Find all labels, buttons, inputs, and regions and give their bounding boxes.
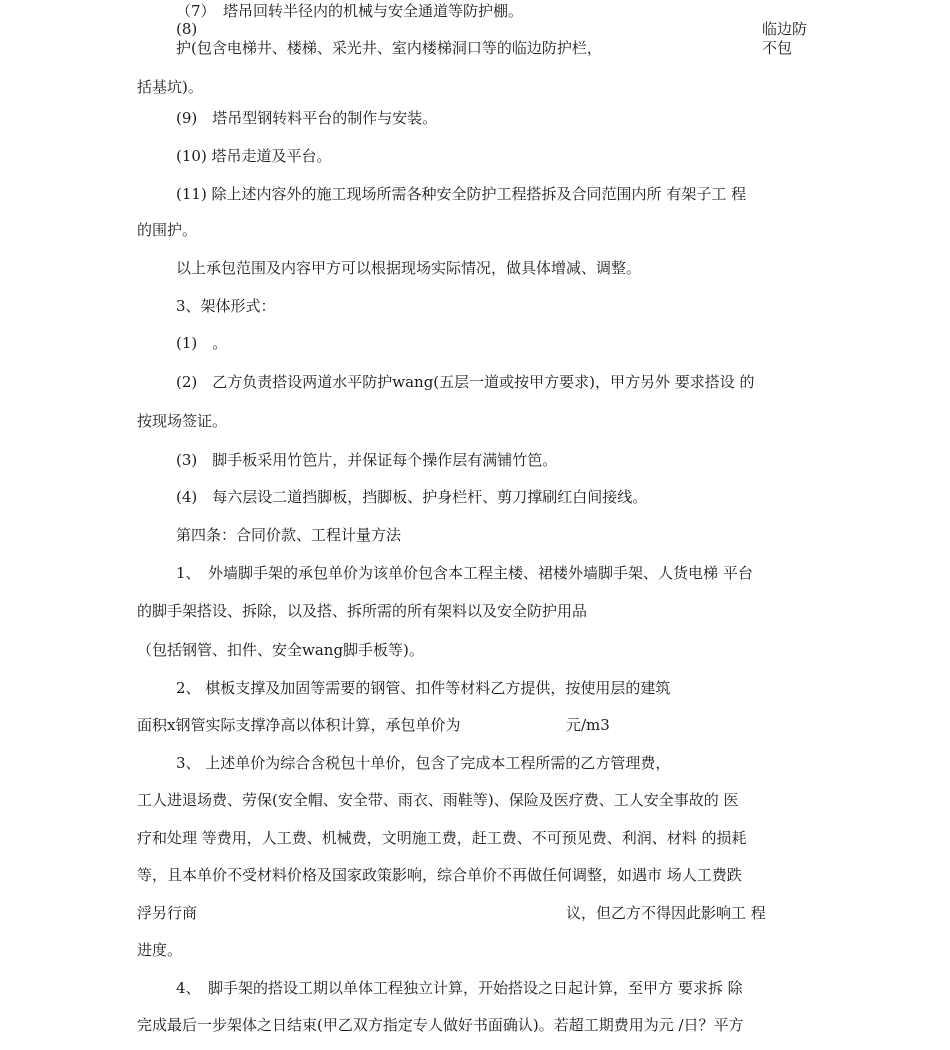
text-line: 疗和处理 等费用，人工费、机械费，文明施工费，赶工费、不可预见费、利润、材料 的损耗 [137,829,747,847]
text-line: 护(包含电梯井、楼梯、采光井、室内楼梯洞口等的临边防护栏， [176,39,602,57]
text-line: (3) 脚手板采用竹笆片，并保证每个操作层有满铺竹笆。 [176,451,558,469]
text-line: 临边防 [762,20,808,38]
text-line: 1、 外墙脚手架的承包单价为该单价包含本工程主楼、裙楼外墙脚手架、人货电梯 平台 [176,564,753,582]
text-line: （包括钢管、扣件、安全wang脚手板等)。 [137,641,424,659]
text-line: 不包 [762,39,793,57]
text-line: (10) 塔吊走道及平台。 [176,147,332,165]
text-line: (8) [176,20,198,38]
text-line: 工人进退场费、劳保(安全帽、安全带、雨衣、雨鞋等)、保险及医疗费、工人安全事故的 医 [137,791,739,809]
text-line: 等，且本单价不受材料价格及国家政策影响，综合单价不再做任何调整，如遇市 场人工费跌 [137,866,742,884]
text-line: 面积x钢管实际支撑净高以体积计算，承包单价为 [137,716,461,734]
text-line: 3、 上述单价为综合含税包十单价，包含了完成本工程所需的乙方管理费， [176,754,671,772]
text-line: (9) 塔吊型钢转料平台的制作与安装。 [176,109,438,127]
text-line: (2) 乙方负责搭设两道水平防护wang(五层一道或按甲方要求)，甲方另外 要求搭设 的 [176,373,755,391]
text-line: 3、架体形式： [176,297,276,315]
text-line: (4) 每六层设二道挡脚板，挡脚板、护身栏杆、剪刀撑刷红白间接线。 [176,488,648,506]
text-line: （7） 塔吊回转半径内的机械与安全通道等防护棚。 [176,2,524,20]
text-line: 按现场签证。 [137,412,228,430]
text-line: 的围护。 [137,221,198,239]
text-line: 议，但乙方不得因此影响工 程 [566,904,766,922]
text-line: (11) 除上述内容外的施工现场所需各种安全防护工程搭拆及合同范围内所 有架子工 程 [176,185,747,203]
section-heading: 第四条：合同价款、工程计量方法 [176,526,402,544]
text-line: 括基坑)。 [137,78,203,96]
text-line: (1) 。 [176,334,228,352]
text-line: 浮另行商 [137,904,198,922]
text-line: 进度。 [137,941,183,959]
text-line: 2、 棋板支撑及加固等需要的钢管、扣件等材料乙方提供，按使用层的建筑 [176,679,671,697]
text-line: 以上承包范围及内容甲方可以根据现场实际情况，做具体增减、调整。 [176,259,642,277]
text-line: 完成最后一步架体之日结束(甲乙双方指定专人做好书面确认)。若超工期费用为元 /日？平方 [137,1016,744,1034]
text-line: 的脚手架搭设、拆除，以及搭、拆所需的所有架料以及安全防护用品 [137,602,588,620]
text-line: 4、 脚手架的搭设工期以单体工程独立计算，开始搭设之日起计算，至甲方 要求拆 除 [176,979,743,997]
text-line: 元/m3 [566,716,610,734]
